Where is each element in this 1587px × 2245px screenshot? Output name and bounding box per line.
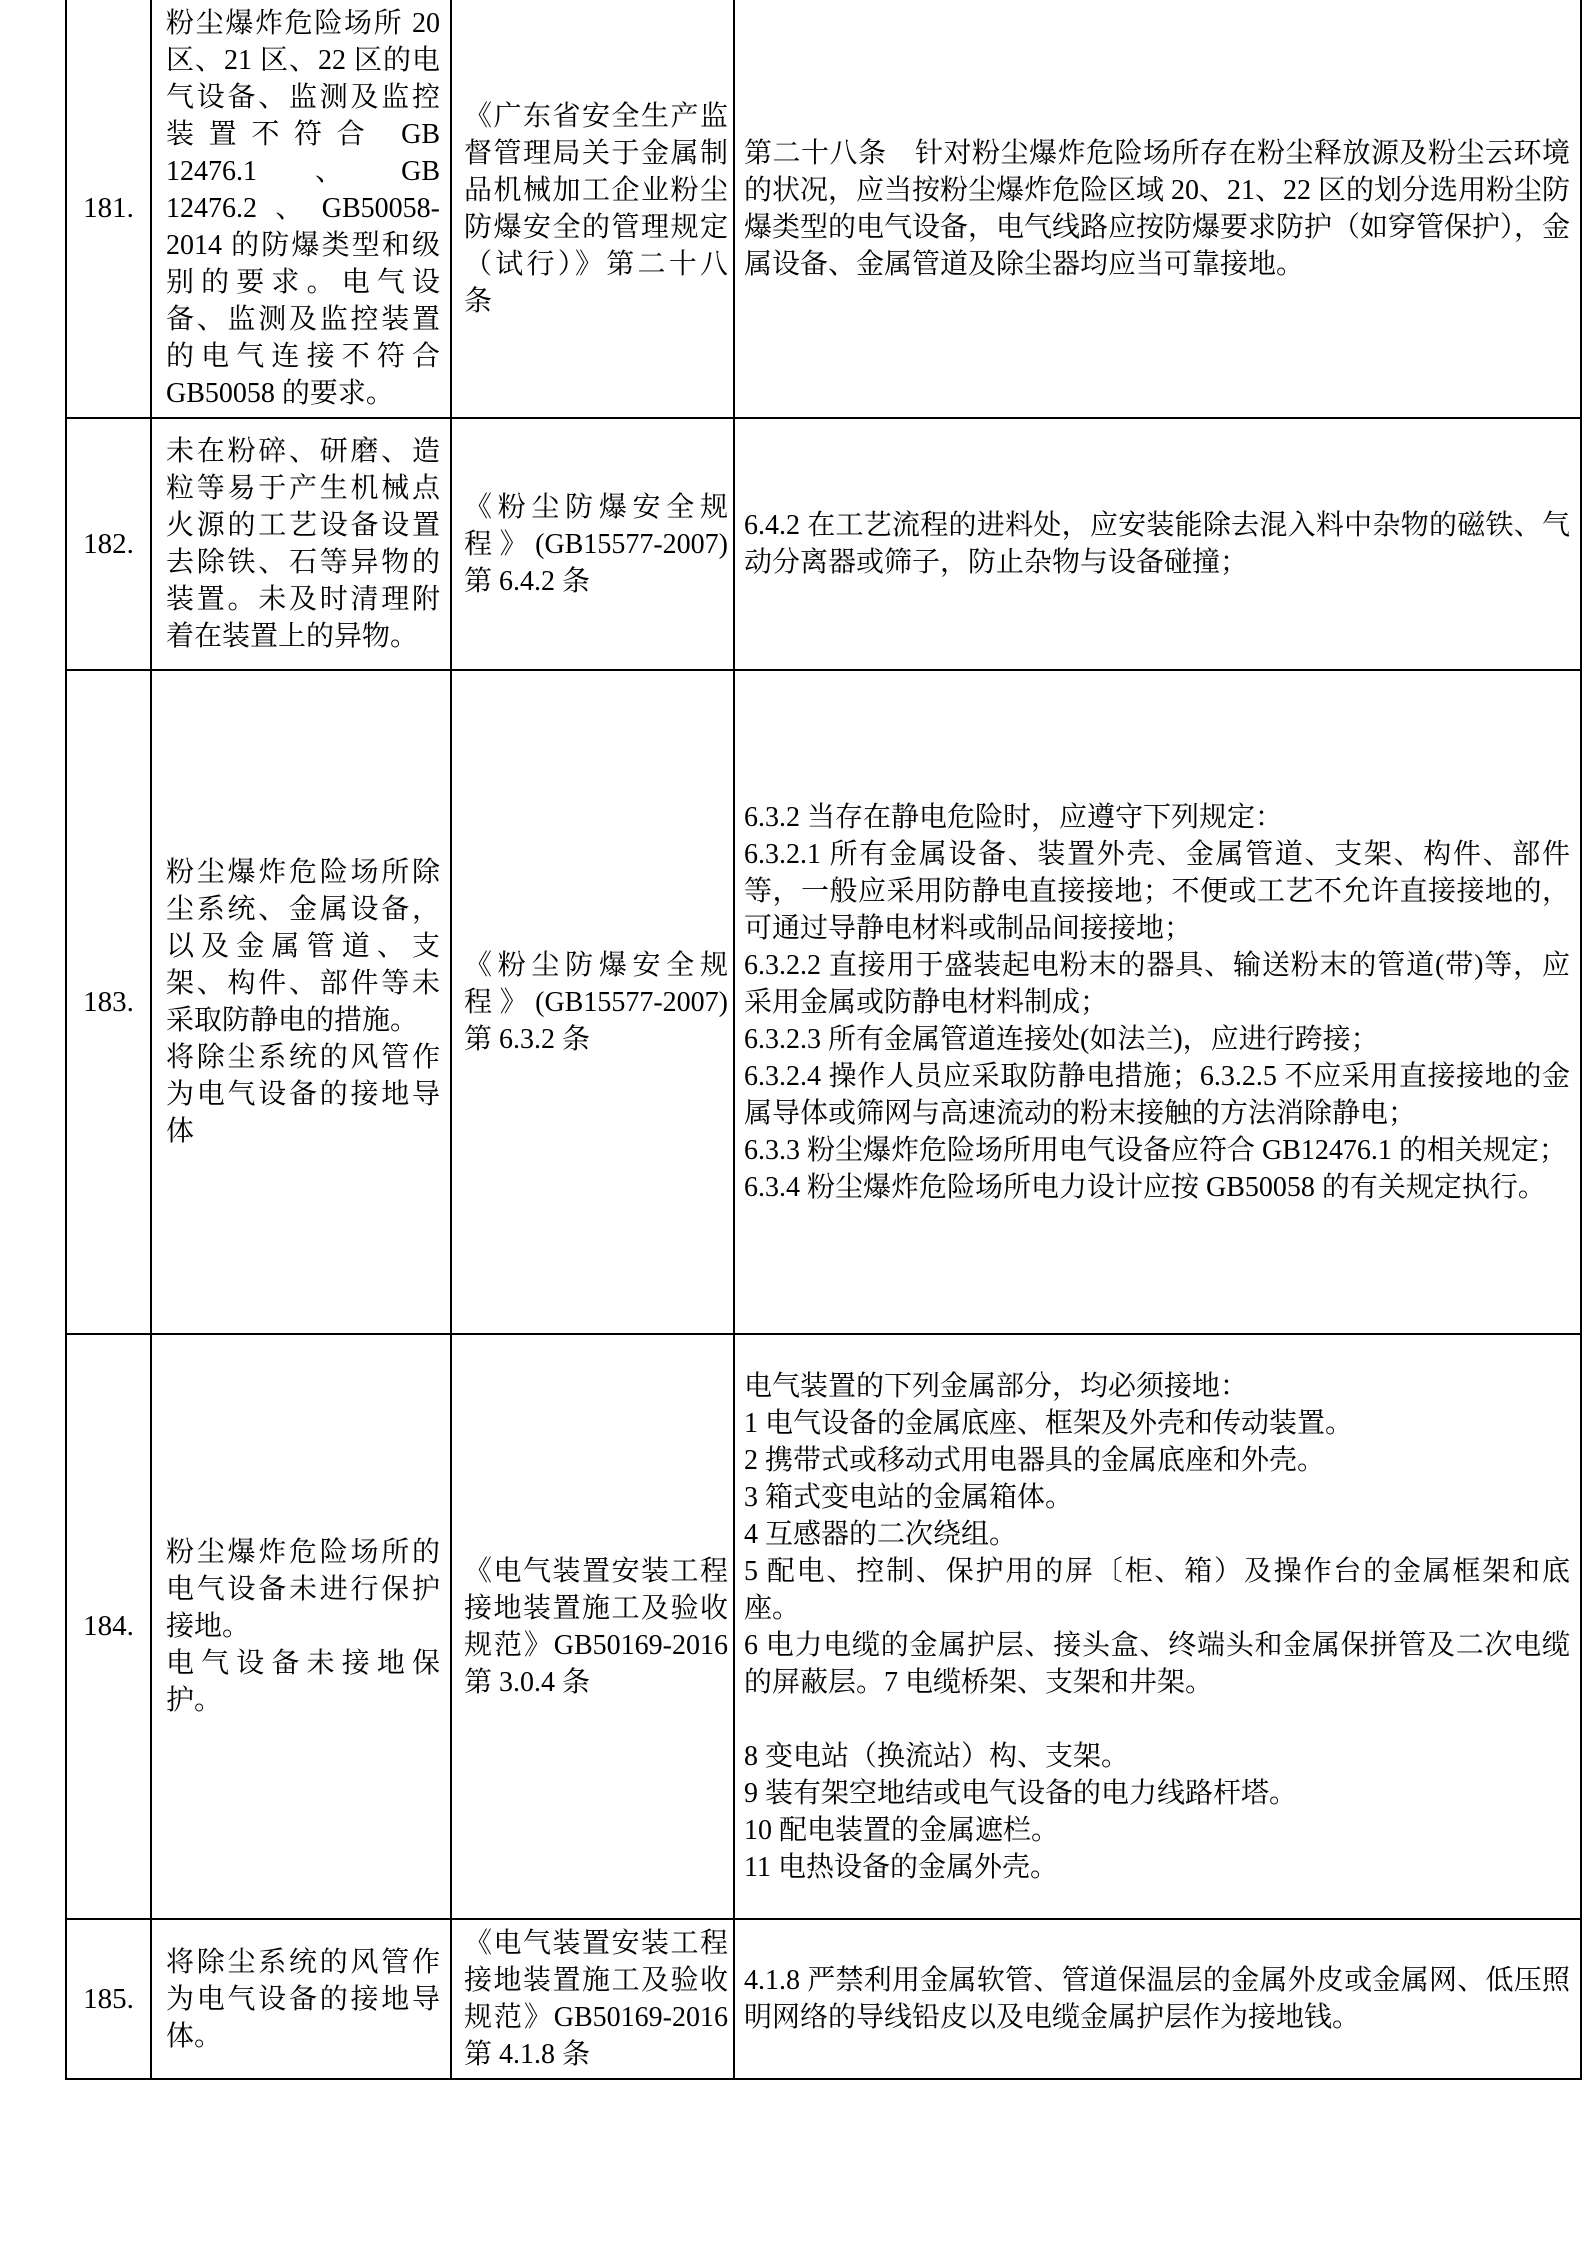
provision-paragraph: 6.3.2.2 直接用于盛装起电粉末的器具、输送粉末的管道(带)等，应采用金属或防静电材料制成；	[744, 949, 1570, 1018]
provision-paragraph: 10 配电装置的金属遮栏。	[744, 1814, 1060, 1846]
problem-cell	[151, 1334, 451, 1919]
basis-cell	[451, 670, 734, 1334]
table-row	[66, 1919, 1581, 2079]
table-row	[66, 418, 1581, 670]
provision-cell	[734, 1919, 1581, 2079]
basis-paragraph: 《粉尘防爆安全规程》(GB15577-2007)第 6.3.2 条	[464, 949, 728, 1055]
row-number: 182.	[66, 418, 151, 670]
provision-paragraph: 6.3.3 粉尘爆炸危险场所用电气设备应符合 GB12476.1 的相关规定；	[744, 1134, 1567, 1166]
provision-paragraph: 6.3.2.1 所有金属设备、装置外壳、金属管道、支架、构件、部件等，一般应采用防静电直接接地；不便或工艺不允许直接接地的，可通过导静电材料或制品间接接地；	[744, 838, 1570, 944]
problem-cell	[151, 418, 451, 670]
provision-paragraph: 6 电力电缆的金属护层、接头盒、终端头和金属保拼管及二次电缆的屏蔽层。7 电缆桥架、支架和井架。	[744, 1629, 1570, 1698]
provision-paragraph: 9 装有架空地结或电气设备的电力线路杆塔。	[744, 1777, 1298, 1809]
table-row	[66, 670, 1581, 1334]
basis-paragraph: 《电气装置安装工程接地装置施工及验收规范》GB50169-2016 第 4.1.8 条	[464, 1928, 728, 2070]
problem-paragraph: 粉尘爆炸危险场所的电气设备未进行保护接地。	[166, 1537, 440, 1642]
table-row	[66, 1334, 1581, 1919]
problem-paragraph: 将除尘系统的风管作为电气设备的接地导体。	[166, 1946, 440, 2052]
provision-paragraph: 第二十八条 针对粉尘爆炸危险场所存在粉尘释放源及粉尘云环境的状况，应当按粉尘爆炸危险区域 20、21、22 区的划分选用粉尘防爆类型的电气设备，电气线路应按防爆要求防护（如穿管保护），金属设备、金属管道及除尘器均应当可靠接地。	[744, 137, 1571, 280]
provision-cell	[734, 1334, 1581, 1919]
basis-paragraph: 《粉尘防爆安全规程》(GB15577-2007)第 6.4.2 条	[464, 491, 728, 597]
row-number: 181.	[66, 0, 151, 418]
row-number: 185.	[66, 1919, 151, 2079]
provision-cell	[734, 418, 1581, 670]
provision-paragraph: 3 箱式变电站的金属箱体。	[744, 1481, 1074, 1513]
problem-paragraph: 粉尘爆炸危险场所 20 区、21 区、22 区的电气设备、监测及监控装置不符合 GB 12476.1、GB 12476.2、GB50058-2014 的防爆类型和级别的要求。电气设备、监测及监控装置的电气连接不符合 GB50058 的要求。	[166, 8, 440, 409]
row-number: 183.	[66, 670, 151, 1334]
basis-paragraph: 《电气装置安装工程接地装置施工及验收规范》GB50169-2016 第 3.0.4 条	[464, 1555, 728, 1698]
provision-cell	[734, 670, 1581, 1334]
provision-paragraph: 6.4.2 在工艺流程的进料处，应安装能除去混入料中杂物的磁铁、气动分离器或筛子，防止杂物与设备碰撞；	[744, 510, 1570, 578]
provision-paragraph: 5 配电、控制、保护用的屏〔柜、箱）及操作台的金属框架和底座。	[744, 1555, 1570, 1624]
provision-paragraph: 1 电气设备的金属底座、框架及外壳和传动装置。	[744, 1407, 1354, 1439]
basis-cell	[451, 1334, 734, 1919]
provision-paragraph: 电气装置的下列金属部分，均必须接地：	[744, 1370, 1249, 1402]
table-row	[66, 0, 1581, 418]
provision-paragraph: 8 变电站（换流站）构、支架。	[744, 1740, 1130, 1772]
table-body	[66, 0, 1581, 2079]
provision-paragraph: 6.3.2.4 操作人员应采取防静电措施；6.3.2.5 不应采用直接接地的金属导体或筛网与高速流动的粉末接触的方法消除静电；	[744, 1060, 1570, 1129]
provision-paragraph	[744, 1701, 1570, 1738]
problem-paragraph: 粉尘爆炸危险场所除尘系统、金属设备，以及金属管道、支架、构件、部件等未采取防静电的措施。	[166, 857, 440, 1036]
provision-paragraph: 11 电热设备的金属外壳。	[744, 1851, 1058, 1883]
problem-cell	[151, 1919, 451, 2079]
basis-cell	[451, 1919, 734, 2079]
provision-paragraph: 2 携带式或移动式用电器具的金属底座和外壳。	[744, 1444, 1326, 1476]
problem-paragraph: 未在粉碎、研磨、造粒等易于产生机械点火源的工艺设备设置去除铁、石等异物的装置。未及时清理附着在装置上的异物。	[166, 436, 440, 652]
basis-cell	[451, 0, 734, 418]
provision-paragraph: 6.3.2 当存在静电危险时，应遵守下列规定：	[744, 801, 1284, 833]
basis-cell	[451, 418, 734, 670]
provision-paragraph: 4 互感器的二次绕组。	[744, 1518, 1018, 1550]
problem-paragraph: 电气设备未接地保护。	[166, 1648, 440, 1716]
basis-paragraph: 《广东省安全生产监督管理局关于金属制品机械加工企业粉尘防爆安全的管理规定（试行）》第二十八条	[464, 100, 728, 317]
provision-paragraph: 6.3.4 粉尘爆炸危险场所电力设计应按 GB50058 的有关规定执行。	[744, 1171, 1546, 1203]
problem-paragraph: 将除尘系统的风管作为电气设备的接地导体	[166, 1042, 440, 1147]
problem-cell	[151, 670, 451, 1334]
provision-paragraph: 4.1.8 严禁利用金属软管、管道保温层的金属外皮或金属网、低压照明网络的导线铅皮以及电缆金属护层作为接地钱。	[744, 1965, 1570, 2033]
problem-cell	[151, 0, 451, 418]
provision-paragraph: 6.3.2.3 所有金属管道连接处(如法兰)，应进行跨接；	[744, 1023, 1379, 1055]
provision-cell	[734, 0, 1581, 418]
row-number: 184.	[66, 1334, 151, 1919]
regulation-table	[65, 0, 1582, 2080]
